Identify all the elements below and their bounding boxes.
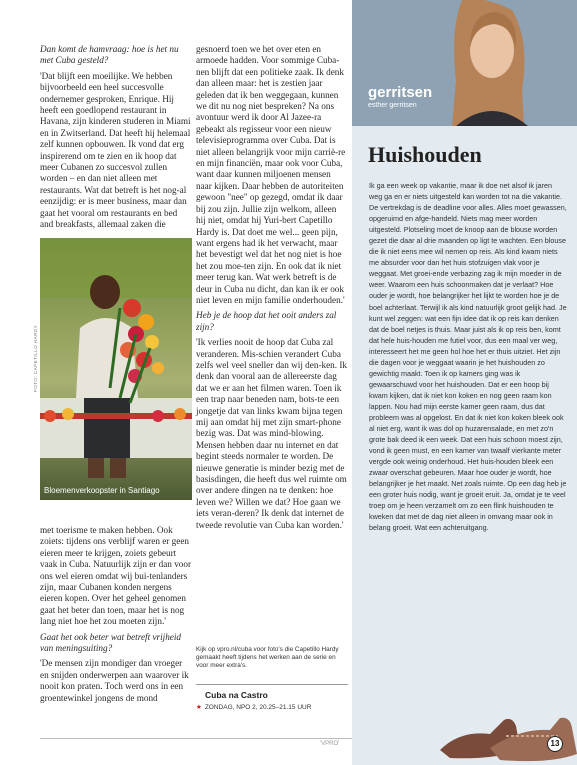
article-column-2 — [196, 44, 348, 535]
divider — [196, 684, 348, 685]
footer-rule — [40, 738, 352, 739]
column-text: Ik ga een week op vakantie, maar ik doe net alsof ik jaren weg ga en er niets uitgesteld kan worden tot na die vakantie. De vertrekdag is de deadline voor alles. Alles moet gewassen, opgeruimd en afge-handeld. Niets mag meer worden uitgesteld. Plotseling moet de knoop aan de blouse worden gezet die daar al drie maanden op ligt te wachten. Een blouse die ik niet eens mee wil nemen op reis. Als kind kwam niets me absurder voor dan het huis stofzuigen vlak voor je weggaat. Met groei-ende verbazing zag ik mijn moeder in de weer. Waarom een huis schoonmaken dat je verlaat? Hoe ouder je wordt, hoe belangrijker het lijkt te worden hoe je de boel achterlaat. Terwijl ik als kind natuurlijk groot gelijk had. Je kunt wel zeggen: wat een fijn idee dat ik op reis kan denken dat de boel netjes is thuis. Maar juist als ik op reis ben, komt dat hele huis-houden me futiel voor, dus een maal ver weg, interesseert het me geen hol hoe het er thuis uitziet. Het zijn die dagen voor je weggaat waarin je het huishouden zo gewichtig maakt. Toen ik op kamers ging was ik gewaarschuwd voor het huishouden. Dat er een hoop bij kwam kijken, dat ik niet kon koken en nog geen raam kon lappen. Nou had mijn eerste kamer geen raam, dus dat probleem was al opgelost. En dat ik niet kon koken bleek ook al niet erg, want ik was dol op huzarensalade, en met zo'n grote bak deed ik een week. Dat een huis schoon moest zijn, vond ik geen must, en een kamer van twaalf vierkante meter vergde ook weinig onderhoud. Het huis-houden bleek een zwaar overschat gebeuren. Maar hoe ouder je wordt, hoe belangrijker je het maakt. Net zoals ruimte. Op een dag heb je een groter huis nodig, want je groeit eruit. Ja, omdat je te veel troep om je heen verzamelt om zo een flink huishouden te kweken dat met de dag niet alleen in omvang maar ook in belang groeit. Wat een achteruitgang. — [369, 181, 567, 533]
programme-schedule-text: ZONDAG, NPO 2, 20.25–21.15 UUR — [204, 704, 312, 711]
photo-caption: Bloemenverkoopster in Santiago — [44, 486, 160, 495]
question: Gaat het ook beter wat betreft vrijheid van meningsuiting? — [40, 631, 182, 654]
question: Heb je de hoop dat het ooit anders zal zijn? — [196, 310, 337, 332]
columnist-name: gerritsen — [368, 84, 433, 101]
paragraph: gesnoerd toen we het over eten en armoede hadden. Voor sommige Cuba-nen blijft dat een politieke zaak. Ik denk dan alleen maar: het is zestien jaar geleden dat ik ben weggegaan, kunnen we dit nu nog niet bespreken? Na ons avontuur werd ik door Al Jazee-ra gebeakt als regisseur voor een nieuw televisieprogramma over Cuba. Dat is niet alleen belangrijk voor mijn carriè-re en mijn financiën, maar ook voor Cuba, want daar kunnen miljoenen mensen naar kijken. Daar hebben de autoriteiten gewoon "nee" op gezegd, omdat ik daar bij zou zijn. Jullie zijn welkom, alleen hij niet, omdat hij Yuri-bert Capetillo Hardy is. Dat doet me wel... geen pijn, want ergens had ik het verwacht, maar het bevestigt wel dat het nog niet is hoe het zou moe-ten zijn. En ook dat ik niet meer terug kan. Wat werk betreft is de deur in Cuba nu dicht, dan kan ik er ook niet leven en mijn familie onderhouden.' — [196, 44, 346, 305]
paragraph: 'De mensen zijn mondiger dan vroeger en snijden onderwerpen aan waarover ik nooit kon praten. Toch werd ons in een groentewinkel jongens de mond — [40, 658, 189, 703]
article-column-1-bottom — [40, 525, 192, 708]
star-icon: ★ — [196, 704, 202, 711]
article-column-1 — [40, 44, 192, 235]
footer-label: 'VPRO' — [320, 741, 340, 747]
programme-schedule — [196, 703, 311, 711]
info-box-text: Kijk op vpro.nl/cuba voor foto's die Capetillo Hardy gemaakt heeft tijdens het werken aan de serie en voor meer extra's. — [196, 646, 339, 670]
column-title: Huishouden — [368, 142, 482, 167]
photo-credit: FOTO: CAPETILLO HARDY — [33, 324, 38, 392]
paragraph: met toerisme te maken hebben. Ook zoiets: tijdens ons verblijf waren er geen eieren meer te krijgen, zoiets gebeurt vaak in Cuba. Natuurlijk zijn er dan voor ons wel eieren omdat wij bui-tenlanders zijn, maar Cubanen konden nergens eieren kopen. Over het geheel genomen gaat het beter dan toen, maar het is nog lang niet hoe het zou moeten zijn.' — [40, 525, 192, 627]
paragraph: 'Dat blijft een moeilijke. We hebben bijvoorbeeld een heel succesvolle ondernemer gesproken, Enrique. Hij heeft een goedlopend restaurant in Havana, zijn kinderen studeren in Miami en in Zwitserland. Dat heeft hij helemaal zelf kunnen opbouwen. Ik vond dat erg inspirerend om te zien en ik hoop dat meer Cubanen zo succesvol zullen worden – en dan niet alleen met restaurants. Wat dat betreft is het nog-al eenzijdig: er is meer business, maar dan gaat het vooral om restaurants en bed and breakfasts, allemaal zaken die — [40, 70, 191, 230]
question: Dan komt de hamvraag: hoe is het nu met Cuba gesteld? — [40, 44, 179, 66]
columnist-fullname: esther gerritsen — [368, 102, 417, 109]
flower-seller-photo — [40, 238, 192, 500]
programme-title: Cuba na Castro — [205, 690, 268, 700]
paragraph: 'Ik verlies nooit de hoop dat Cuba zal veranderen. Mis-schien verandert Cuba zelfs wel veel sneller dan wij den-ken. Ik denk dan vooral aan de allereerste dag dat we er aan het filmen waren. Toen ik een trap naar beneden nam, bots-te een jongetje dat van links kwam bijna tegen mij aan omdat hij met zijn smart-phone bezig was. Dat was mind-blowing. Mensen hebben daar nu internet en dat begint steeds normaler te worden. De nieuwe generatie is minder bezig met de basisdingen, die heeft dus wel ruimte om over andere dingen na te denken: hoe leven we? Willen we dat? Hoe gaan we iets veran-deren? Ik denk dat internet de tweede revolutie van Cuba kan worden.' — [196, 337, 348, 530]
page-number: 13 — [547, 736, 563, 752]
shoes-illustration — [420, 700, 577, 765]
